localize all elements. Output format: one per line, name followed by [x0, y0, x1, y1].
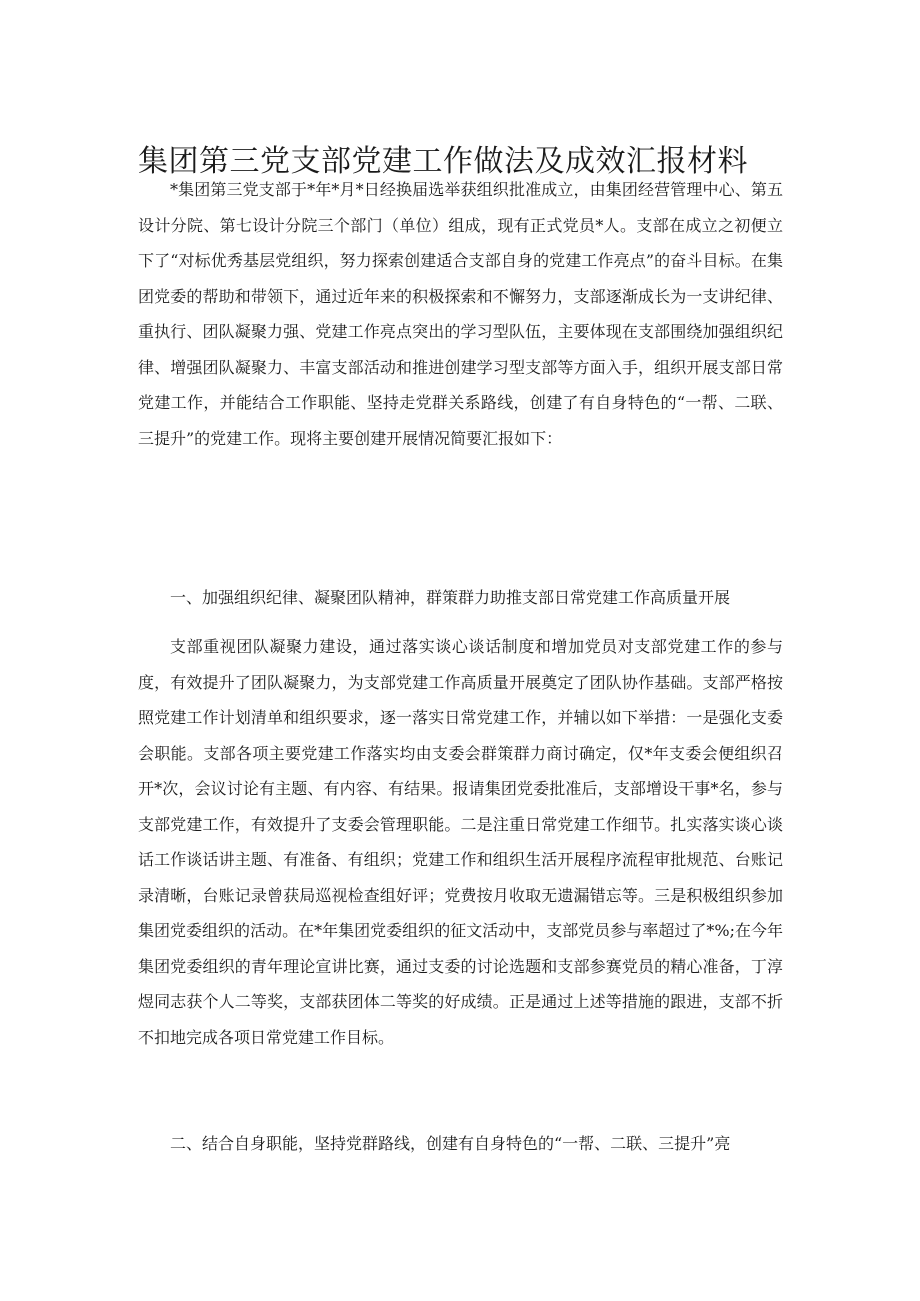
section-heading-2: 二、结合自身职能，坚持党群路线，创建有自身特色的“一帮、二联、三提升”亮 — [170, 1134, 731, 1153]
paragraph-intro: *集团第三党支部于*年*月*日经换届选举获组织批准成立，由集团经营管理中心、第五设计分院、第七设计分院三个部门（单位）组成，现有正式党员*人。支部在成立之初便立下了“对标优秀基层党组织，努力探索创建适合支部自身的党建工作亮点”的奋斗目标。在集团党委的帮助和带领下，通过近年来的积极探索和不懈努力，支部逐渐成长为一支讲纪律、重执行、团队凝聚力强、党建工作亮点突出的学习型队伍，主要体现在支部围绕加强组织纪律、增强团队凝聚力、丰富支部活动和推进创建学习型支部等方面入手，组织开展支部日常党建工作，并能结合工作职能、坚持走党群关系路线，创建了有自身特色的“一帮、二联、三提升”的党建工作。现将主要创建开展情况简要汇报如下： — [138, 180, 783, 448]
document-title: 集团第三党支部党建工作做法及成效汇报材料 — [138, 144, 748, 179]
section-heading-1: 一、加强组织纪律、凝聚团队精神，群策群力助推支部日常党建工作高质量开展 — [170, 588, 731, 607]
paragraph-section-1: 支部重视团队凝聚力建设，通过落实谈心谈话制度和增加党员对支部党建工作的参与度，有效提升了团队凝聚力，为支部党建工作高质量开展奠定了团队协作基础。支部严格按照党建工作计划清单和组织要求，逐一落实日常党建工作，并辅以如下举措：一是强化支委会职能。支部各项主要党建工作落实均由支委会群策群力商讨确定，仅*年支委会便组织召开*次，会议讨论有主题、有内容、有结果。报请集团党委批准后，支部增设干事*名，参与支部党建工作，有效提升了支委会管理职能。二是注重日常党建工作细节。扎实落实谈心谈话工作谈话讲主题、有准备、有组织；党建工作和组织生活开展程序流程审批规范、台账记录清晰，台账记录曾获局巡视检查组好评；党费按月收取无遗漏错忘等。三是积极组织参加集团党委组织的活动。在*年集团党委组织的征文活动中，支部党员参与率超过了*%;在今年集团党委组织的青年理论宣讲比赛，通过支委的讨论选题和支部参赛党员的精心准备，丁淳煜同志获个人二等奖，支部获团体二等奖的好成绩。正是通过上述等措施的跟进，支部不折不扣地完成各项日常党建工作目标。 — [138, 637, 783, 1047]
